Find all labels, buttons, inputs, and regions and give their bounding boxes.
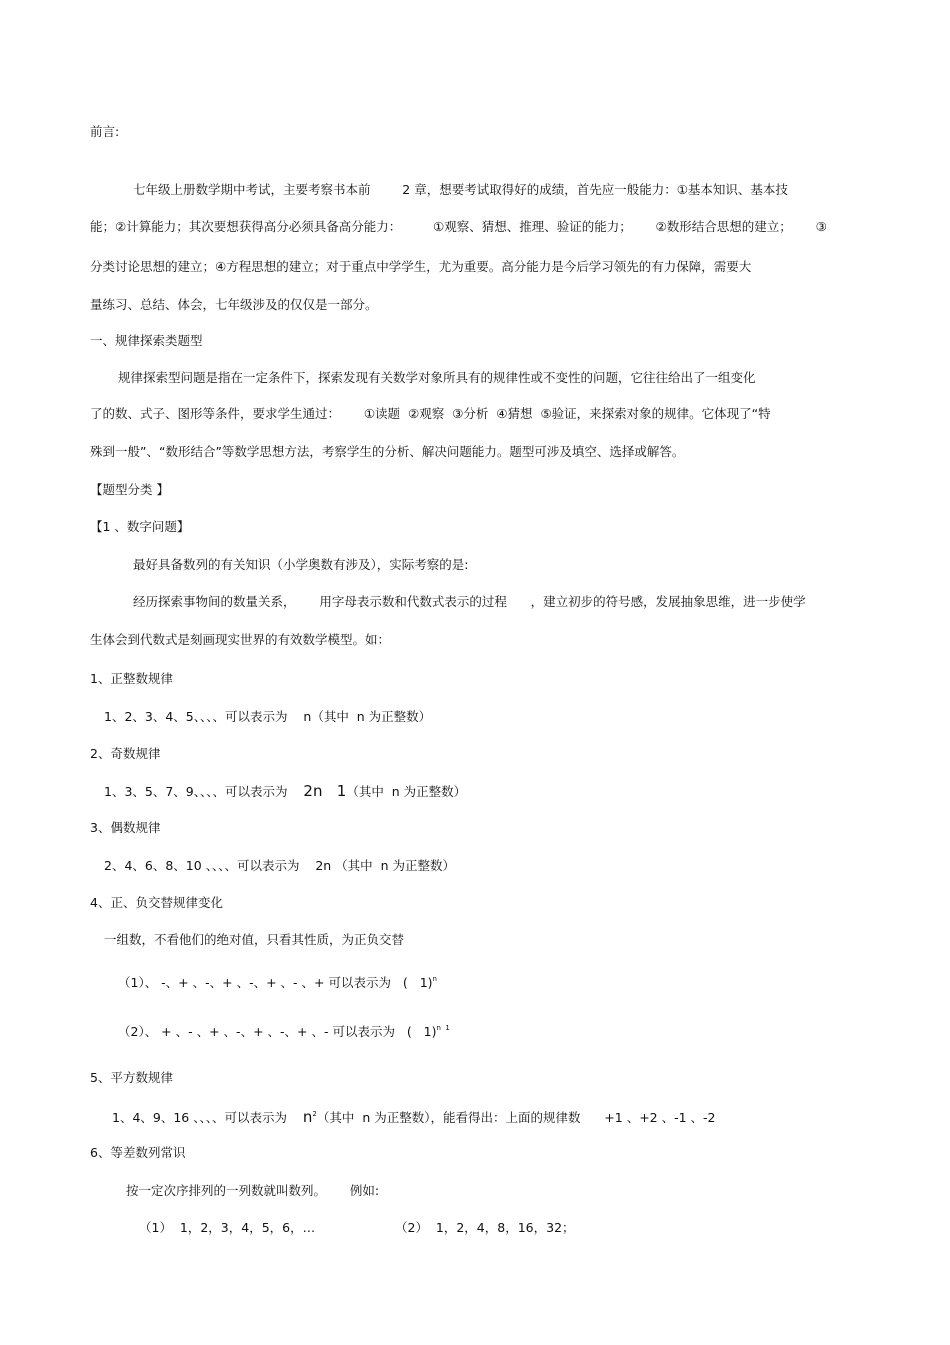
rule-title: 6、等差数列常识: [90, 1145, 186, 1160]
section1-line-1: 规律探索型问题是指在一定条件下，探索发现有关数学对象所具有的规律性或不变性的问题，它往往给出了一组变化: [118, 370, 756, 385]
alternating-text: （1）、 -、+ 、-、+ 、-、+ 、- 、+ 可以表示为 ( 1): [118, 975, 433, 990]
rule-title: 2、奇数规律: [90, 746, 161, 761]
rule-text: [112, 1109, 716, 1128]
preface-line-3: 分类讨论思想的建立；④方程思想的建立；对于重点中学学生，尤为重要。高分能力是今后学习领先的有力保障，需要大: [90, 259, 752, 274]
rule-title: 3、偶数规律: [90, 820, 161, 835]
alternating-item-2: [118, 1024, 450, 1042]
rule-text: 2、4、6、8、10 、、、、可以表示为 2n （其中 n 为正整数）: [104, 858, 456, 873]
preface-heading: 前言:: [90, 124, 120, 139]
preface-line-2: 能；②计算能力；其次要想获得高分必须具备高分能力： ①观察、猜想、推理、验证的能力； ②数形结合思想的建立； ③: [90, 219, 827, 234]
rule-formula: 2n 1: [303, 782, 347, 800]
alternating-text: （2）、 + 、- 、+ 、-、+ 、-、+ 、- 可以表示为 ( 1): [118, 1024, 437, 1039]
rule-text: 1、2、3、4、5、、、、可以表示为 n（其中 n 为正整数）: [104, 709, 432, 724]
number-problems-intro-2: 经历探索事物间的数量关系， 用字母表示数和代数式表示的过程 ，建立初步的符号感，发展抽象思维，进一步使学: [133, 594, 806, 609]
number-problems-heading: 【1 、数字问题】: [90, 519, 190, 534]
number-problems-intro-3: 生体会到代数式是刻画现实世界的有效数学模型。如：: [90, 632, 391, 647]
rule-title: 1、正整数规律: [90, 671, 173, 686]
rule-text-part: 1、4、9、16 、、、、可以表示为: [112, 1110, 303, 1125]
rule-text: [104, 783, 466, 800]
number-problems-intro-1: 最好具备数列的有关知识（小学奥数有涉及），实际考察的是:: [133, 557, 469, 572]
exponent: n 1: [436, 1024, 450, 1032]
sequence-example-2: （2） 1，2，4，8，16，32；: [395, 1220, 575, 1235]
section1-heading: 一、规律探索类题型: [90, 333, 203, 348]
section1-line-3: 殊到一般”、“数形结合”等数学思想方法，考察学生的分析、解决问题能力。题型可涉及填空、选择或解答。: [90, 444, 685, 459]
preface-line-4: 量练习、总结、体会，七年级涉及的仅仅是一部分。: [90, 297, 378, 312]
rule-text-part: （其中 n 为正整数），能看得出：上面的规律数 +1 、+2 、-1 、-2: [316, 1110, 716, 1125]
section1-line-2: 了的数、式子、图形等条件，要求学生通过： ①读题 ②观察 ③分析 ④猜想 ⑤验证，来探索对象的规律。它体现了“特: [90, 406, 771, 421]
rule-text-part: （其中 n 为正整数）: [346, 784, 467, 799]
exponent: 2: [312, 1110, 317, 1118]
exponent: n: [432, 975, 437, 983]
rule-text-part: 1、3、5、7、9、、、、可以表示为: [104, 784, 304, 799]
rule-description: 按一定次序排列的一列数就叫数列。 例如:: [126, 1183, 380, 1198]
rule-formula: n: [302, 1108, 313, 1126]
preface-line-1: 七年级上册数学期中考试，主要考察书本前 2 章，想要考试取得好的成绩，首先应一般能力：①基本知识、基本技: [133, 182, 788, 197]
alternating-item-1: [118, 975, 437, 993]
rule-title: 4、正、负交替规律变化: [90, 895, 223, 910]
sequence-example-1: （1） 1，2，3，4，5，6，…: [139, 1220, 316, 1235]
rule-title: 5、平方数规律: [90, 1070, 173, 1085]
rule-description: 一组数，不看他们的绝对值，只看其性质，为正负交替: [104, 932, 405, 947]
classification-heading: 【题型分类 】: [90, 482, 169, 497]
